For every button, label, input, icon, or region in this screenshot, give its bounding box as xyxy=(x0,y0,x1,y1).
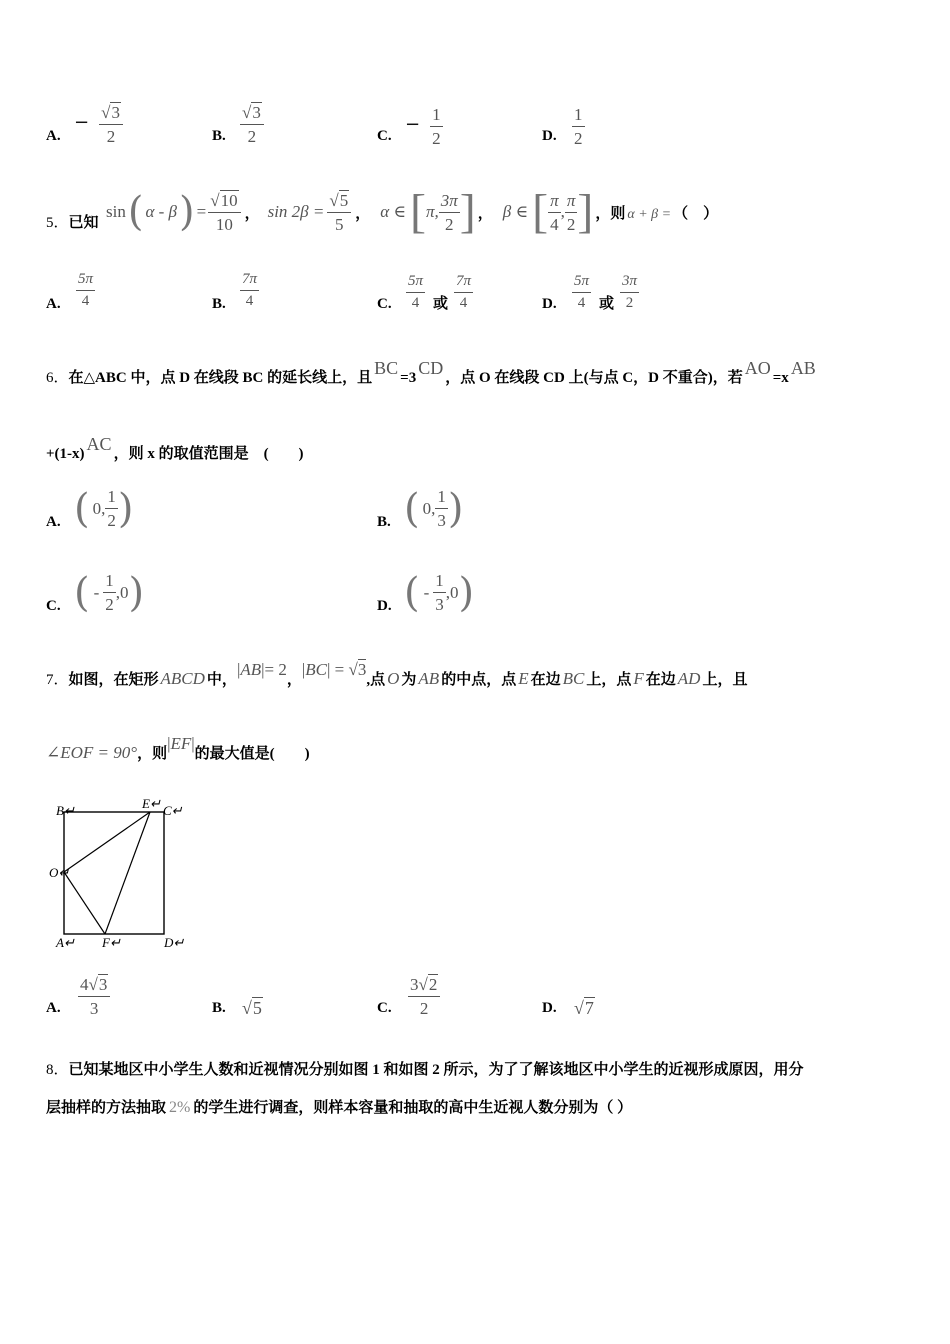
fraction: $\frac{√3}{2}$ xyxy=(240,104,264,145)
q7-option-c-value: $\frac{3√2}{2}$ xyxy=(408,976,440,1017)
q8-stem-line1: 8．已知某地区中小学生人数和近视情况分别如图 1 和如图 2 所示，为了了解该地区中小学生的近视形成原因，用分 xyxy=(46,1062,804,1078)
q5-option-b-value: $\frac{7\pi}{4}$ xyxy=(242,271,258,309)
q4-option-c-label: C. xyxy=(377,128,392,144)
q6-option-c-label: C. xyxy=(46,598,61,614)
label-e: E↵ xyxy=(142,796,161,811)
q7-stem-line2: ∠EOF = 90° ，则 |EF| 的最大值是( ) xyxy=(46,733,310,762)
q4-option-b-value xyxy=(240,104,264,145)
q7-option-b-value: √5 xyxy=(242,998,262,1018)
q7-option-a-label: A. xyxy=(46,1000,61,1016)
label-f: F↵ xyxy=(102,935,121,950)
q4-option-b-label: B. xyxy=(212,128,226,144)
q6-stem-line1: 6．在△ABC 中，点 D 在线段 BC 的延长线上，且 BC =3 CD ，点 O 在线段 CD 上(与点 C，D 不重合)，若 AO =x AB xyxy=(46,358,816,386)
q4-option-a-value xyxy=(74,104,123,145)
q6-stem-line2: +(1-x) AC ，则 x 的取值范围是 ( ) xyxy=(46,434,304,462)
q7-option-a-value: $\frac{4√3}{3}$ xyxy=(78,976,110,1017)
q6-option-b-label: B. xyxy=(377,514,391,530)
q7-stem-line1: 7． 如图，在矩形 ABCD 中， |AB|= 2 ， |BC| = √3 ,点 O 为 AB 的中点，点 E 在边 BC 上，点 F 在边 AD 上，且 xyxy=(46,659,748,688)
label-c: C↵ xyxy=(163,803,183,818)
q5-option-a-label: A. xyxy=(46,296,61,312)
q8-stem-line2: 层抽样的方法抽取 2% 的学生进行调查，则样本容量和抽取的高中生近视人数分别为（ ） xyxy=(46,1099,633,1116)
q5-option-c-value: $\frac{5\pi}{4}$ 或 $\frac{7\pi}{4}$ xyxy=(408,273,472,312)
label-o: O↵ xyxy=(49,865,70,880)
rectangle-diagram xyxy=(44,794,194,952)
label-b: B↵ xyxy=(56,803,75,818)
q7-option-c-label: C. xyxy=(377,1000,392,1016)
q6-option-a-value: ( 0, $\frac{1}{2}$ ) xyxy=(74,485,134,532)
minus-sign: − xyxy=(74,112,90,134)
q6-option-a-label: A. xyxy=(46,514,61,530)
q6-option-d-label: D. xyxy=(377,598,392,614)
q7-option-d-label: D. xyxy=(542,1000,557,1016)
q4-option-a-label: A. xyxy=(46,128,61,144)
label-a: A↵ xyxy=(56,935,75,950)
q7-option-d-value: √7 xyxy=(574,998,594,1018)
q6-option-b-value: ( 0, $\frac{1}{3}$ ) xyxy=(404,485,464,532)
q7-option-b-label: B. xyxy=(212,1000,226,1016)
q6-option-c-value: ( - $\frac{1}{2}$ ,0 ) xyxy=(74,569,145,616)
q5-option-d-value: $\frac{5\pi}{4}$ 或 $\frac{3\pi}{2}$ xyxy=(574,273,638,312)
label-d: D↵ xyxy=(164,935,185,950)
q4-option-c-value: − $\frac{1}{2}$ xyxy=(405,105,441,148)
q5-option-d-label: D. xyxy=(542,296,557,312)
q5-formula: sin ( α - β ) = $\frac{√10}{10}$ ， sin 2β = $\frac{√5}{5}$ ， α ∈ [ π, $\frac{3\pi}{2}$ ] ， β ∈ [ $\frac{\pi}{4}$ , $\frac{\pi}{2}$ ] ，则 α + β = （ ） xyxy=(106,185,719,238)
q5-option-a-value: $\frac{5\pi}{4}$ xyxy=(78,271,94,309)
fraction: $\frac{√3}{2}$ xyxy=(99,104,123,145)
q4-option-d-label: D. xyxy=(542,128,557,144)
q5-option-b-label: B. xyxy=(212,296,226,312)
q5-option-c-label: C. xyxy=(377,296,392,312)
q7-figure xyxy=(44,794,194,952)
q4-option-d-value: $\frac{1}{2}$ xyxy=(574,105,583,148)
q5-stem: 5．已知 xyxy=(46,215,99,231)
q6-option-d-value: ( - $\frac{1}{3}$ ,0 ) xyxy=(404,569,475,616)
